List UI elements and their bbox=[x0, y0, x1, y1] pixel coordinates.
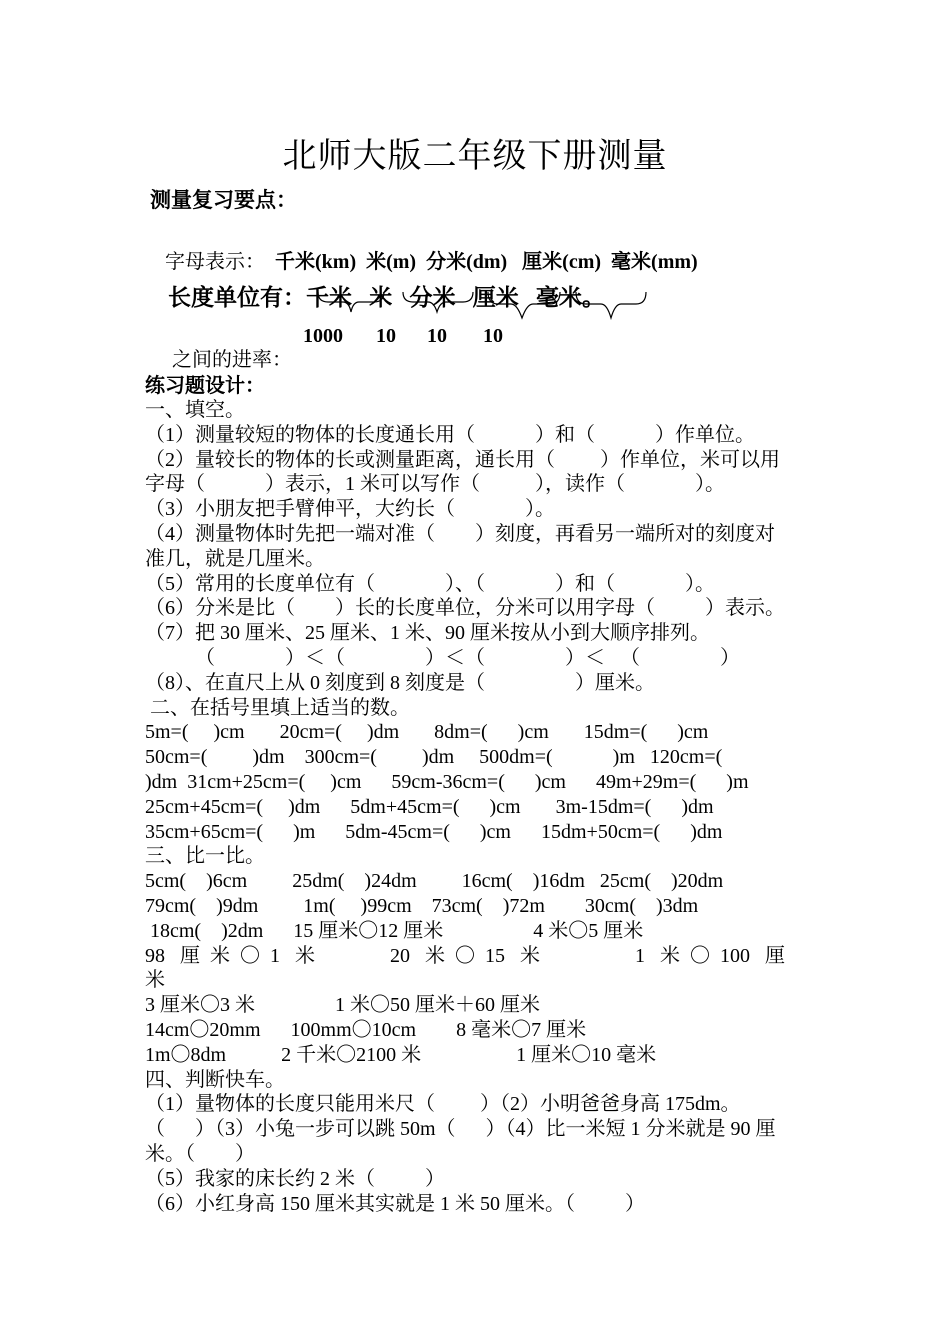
exercise-line: （7）把 30 厘米、25 厘米、1 米、90 厘米按从小到大顺序排列。 bbox=[145, 622, 710, 645]
rates-label: 之间的进率： bbox=[172, 349, 292, 371]
length-units-list: 千米 米 分米 厘米 毫米。 bbox=[306, 285, 605, 310]
exercise-line: （1）量物体的长度只能用米尺（ ）（2）小明爸爸身高 175dm。 bbox=[145, 1093, 741, 1116]
length-units-label: 长度单位有： bbox=[168, 285, 306, 310]
exercise-line: （8）、在直尺上从 0 刻度到 8 刻度是（ ）厘米。 bbox=[145, 671, 655, 694]
exercise-line: （5）常用的长度单位有（ ）、（ ）和（ ）。 bbox=[145, 572, 715, 595]
letter-label: 字母表示： bbox=[165, 251, 265, 273]
exercise-line: （ ）＜（ ）＜（ ）＜ （ ） bbox=[145, 647, 740, 669]
rate-value: 10 bbox=[427, 325, 447, 347]
exercise-line: 5cm( )6cm 25dm( )24dm 16cm( )16dm 25cm( )20dm bbox=[145, 870, 724, 893]
exercise-line: 二、在括号里填上适当的数。 bbox=[145, 696, 410, 719]
rate-value: 10 bbox=[483, 325, 503, 347]
exercise-line: 35cm+65cm=( )m 5dm-45cm=( )cm 15dm+50cm=( )dm bbox=[145, 820, 723, 843]
exercise-line: （6）小红身高 150 厘米其实就是 1 米 50 厘米。（ ） bbox=[145, 1192, 645, 1215]
exercise-line: 79cm( )9dm 1m( )99cm 73cm( )72m 30cm( )3dm bbox=[145, 895, 699, 917]
exercise-line: 50cm=( )dm 300cm=( )dm 500dm=( )m 120cm=( bbox=[145, 746, 723, 769]
rate-value: 10 bbox=[376, 325, 396, 347]
exercise-line: )dm 31cm+25cm=( )cm 59cm-36cm=( )cm 49m+29m=( )m bbox=[145, 771, 749, 793]
exercise-line: （ ）（3）小兔一步可以跳 50m（ ）（4）比一米短 1 分米就是 90 厘 bbox=[145, 1118, 776, 1141]
exercise-line: 3 厘米〇3 米 1 米〇50 厘米＋60 厘米 bbox=[145, 994, 540, 1017]
exercise-line: 5m=( )cm 20cm=( )dm 8dm=( )cm 15dm=( )cm bbox=[145, 721, 709, 744]
exercise-line: 准几，就是几厘米。 bbox=[145, 547, 325, 570]
exercise-line: 1m〇8dm 2 千米〇2100 米 1 厘米〇10 毫米 bbox=[145, 1043, 657, 1066]
letter-units: 千米(km) 米(m) 分米(dm) 厘米(cm) 毫米(mm) bbox=[275, 251, 698, 273]
exercise-line: （1）测量较短的物体的长度通长用（ ）和（ ）作单位。 bbox=[145, 423, 755, 446]
exercise-line: （5）我家的床长约 2 米（ ） bbox=[145, 1167, 445, 1190]
page-title: 北师大版二年级下册测量 bbox=[282, 138, 668, 175]
exercise-line: （6）分米是比（ ）长的长度单位，分米可以用字母（ ）表示。 bbox=[145, 597, 785, 620]
exercise-line: 一、填空。 bbox=[145, 399, 245, 421]
exercise-line: 字母（ ）表示，1 米可以写作（ ），读作（ ）。 bbox=[145, 473, 725, 496]
exercise-line: 米。（ ） bbox=[145, 1143, 255, 1165]
exercise-line: 14cm〇20mm 100mm〇10cm 8 毫米〇7 厘米 bbox=[145, 1019, 587, 1041]
exercise-line: 四、判断快车。 bbox=[145, 1068, 285, 1091]
exercise-heading: 练习题设计： bbox=[145, 375, 265, 397]
exercise-line: 米 bbox=[145, 969, 165, 992]
exercise-line: 三、比一比。 bbox=[145, 845, 265, 868]
review-heading: 测量复习要点： bbox=[150, 188, 297, 212]
exercise-line: 25cm+45cm=( )dm 5dm+45cm=( )cm 3m-15dm=( )dm bbox=[145, 795, 714, 818]
exercise-line: 18cm( )2dm 15 厘米〇12 厘米 4 米〇5 厘米 bbox=[145, 919, 644, 942]
exercise-line: （2）量较长的物体的长或测量距离，通长用（ ）作单位，米可以用 bbox=[145, 448, 780, 471]
conversion-braces bbox=[0, 0, 950, 340]
exercise-line: （3）小朋友把手臂伸平，大约长（ ）。 bbox=[145, 498, 555, 521]
rate-value: 1000 bbox=[303, 325, 343, 347]
exercise-line: （4）测量物体时先把一端对准（ ）刻度，再看另一端所对的刻度对 bbox=[145, 523, 775, 545]
exercise-line: 98 厘 米 〇 1 米 20 米 〇 15 米 1 米 〇 100 厘 bbox=[145, 944, 785, 967]
